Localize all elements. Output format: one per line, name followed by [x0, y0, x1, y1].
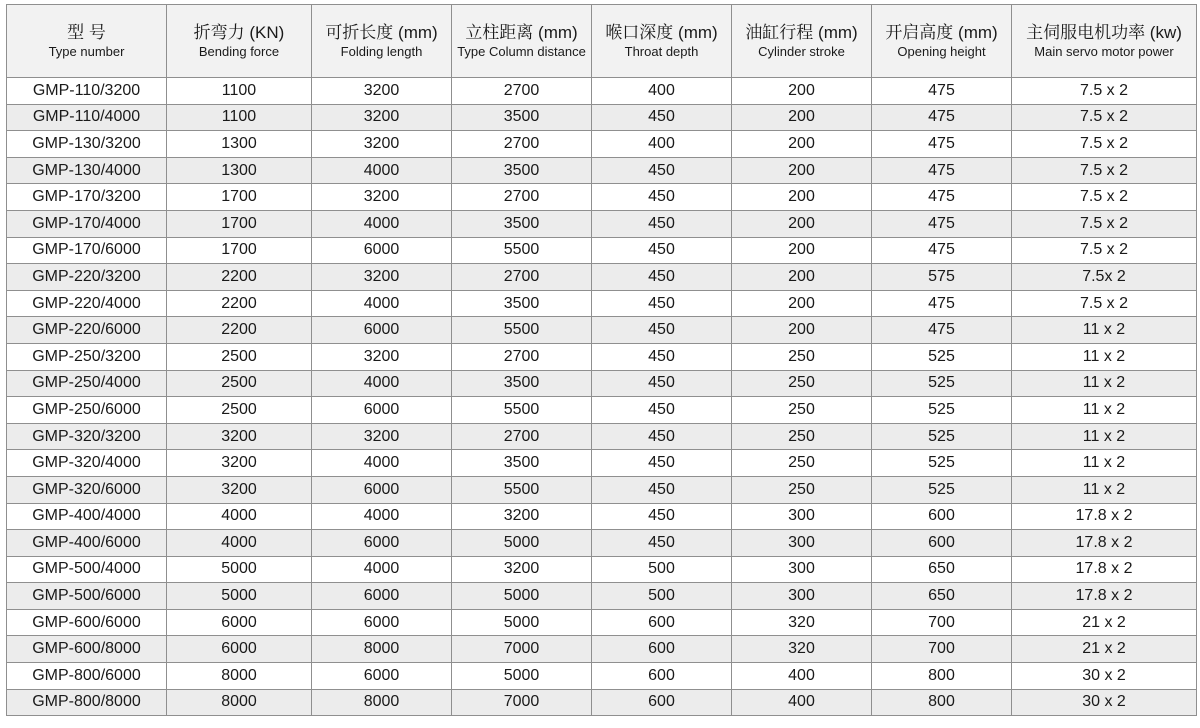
table-cell: 1300 [167, 131, 312, 158]
table-cell: 450 [592, 317, 732, 344]
column-header [732, 5, 872, 78]
table-cell: 5000 [452, 583, 592, 610]
table-cell: 3200 [312, 423, 452, 450]
column-header [872, 5, 1012, 78]
table-cell: 475 [872, 317, 1012, 344]
table-cell: 4000 [312, 450, 452, 477]
table-cell: 11 x 2 [1012, 423, 1197, 450]
table-cell: 5000 [167, 583, 312, 610]
table-cell: 3200 [312, 343, 452, 370]
table-cell: 450 [592, 237, 732, 264]
table-cell: 21 x 2 [1012, 636, 1197, 663]
table-cell: 600 [872, 503, 1012, 530]
model-cell: GMP-130/3200 [7, 131, 167, 158]
table-cell: 8000 [167, 689, 312, 716]
table-cell: 475 [872, 131, 1012, 158]
table-cell: 2700 [452, 264, 592, 291]
table-cell: 3200 [312, 104, 452, 131]
table-cell: 650 [872, 583, 1012, 610]
table-cell: 6000 [167, 636, 312, 663]
table-cell: 2700 [452, 78, 592, 105]
column-header-zh: 可折长度 (mm) [325, 22, 438, 42]
table-row [7, 423, 1197, 450]
table-cell: 200 [732, 264, 872, 291]
table-cell: 3200 [167, 476, 312, 503]
table-cell: 2500 [167, 370, 312, 397]
model-cell: GMP-500/4000 [7, 556, 167, 583]
table-cell: 7000 [452, 636, 592, 663]
model-cell: GMP-110/4000 [7, 104, 167, 131]
table-cell: 250 [732, 397, 872, 424]
table-cell: 6000 [312, 583, 452, 610]
table-row [7, 476, 1197, 503]
table-cell: 500 [592, 556, 732, 583]
table-cell: 2500 [167, 397, 312, 424]
table-cell: 4000 [312, 210, 452, 237]
table-cell: 200 [732, 237, 872, 264]
table-cell: 250 [732, 370, 872, 397]
table-cell: 6000 [312, 609, 452, 636]
column-header-zh: 型 号 [67, 22, 106, 42]
table-cell: 450 [592, 476, 732, 503]
table-row [7, 663, 1197, 690]
table-cell: 525 [872, 343, 1012, 370]
column-header-en: Throat depth [624, 43, 699, 59]
table-cell: 7.5 x 2 [1012, 210, 1197, 237]
table-cell: 4000 [167, 503, 312, 530]
table-cell: 450 [592, 157, 732, 184]
table-cell: 300 [732, 556, 872, 583]
table-cell: 2500 [167, 343, 312, 370]
table-cell: 8000 [167, 663, 312, 690]
table-cell: 450 [592, 530, 732, 557]
table-cell: 6000 [312, 663, 452, 690]
table-cell: 3500 [452, 104, 592, 131]
table-cell: 450 [592, 210, 732, 237]
table-cell: 3200 [312, 131, 452, 158]
table-cell: 1300 [167, 157, 312, 184]
table-cell: 4000 [312, 157, 452, 184]
table-header [7, 5, 1197, 78]
table-cell: 575 [872, 264, 1012, 291]
table-cell: 2700 [452, 343, 592, 370]
table-row [7, 556, 1197, 583]
table-cell: 7.5 x 2 [1012, 290, 1197, 317]
table-cell: 600 [592, 689, 732, 716]
table-row [7, 290, 1197, 317]
table-cell: 450 [592, 290, 732, 317]
model-cell: GMP-600/8000 [7, 636, 167, 663]
table-cell: 2200 [167, 317, 312, 344]
table-cell: 30 x 2 [1012, 663, 1197, 690]
table-cell: 5500 [452, 476, 592, 503]
table-cell: 5000 [452, 663, 592, 690]
table-row [7, 104, 1197, 131]
table-cell: 3200 [452, 556, 592, 583]
table-row [7, 450, 1197, 477]
table-cell: 7.5 x 2 [1012, 157, 1197, 184]
table-cell: 7.5 x 2 [1012, 237, 1197, 264]
table-row [7, 210, 1197, 237]
table-cell: 400 [592, 131, 732, 158]
table-cell: 2700 [452, 423, 592, 450]
table-cell: 200 [732, 290, 872, 317]
model-cell: GMP-320/3200 [7, 423, 167, 450]
table-cell: 17.8 x 2 [1012, 583, 1197, 610]
table-cell: 11 x 2 [1012, 370, 1197, 397]
table-cell: 3200 [167, 450, 312, 477]
header-row [7, 5, 1197, 78]
column-header-zh: 喉口深度 (mm) [605, 22, 718, 42]
table-cell: 8000 [312, 689, 452, 716]
column-header [1012, 5, 1197, 78]
table-cell: 2200 [167, 290, 312, 317]
table-cell: 200 [732, 210, 872, 237]
column-header [167, 5, 312, 78]
model-cell: GMP-500/6000 [7, 583, 167, 610]
table-cell: 3500 [452, 157, 592, 184]
model-cell: GMP-110/3200 [7, 78, 167, 105]
table-row [7, 343, 1197, 370]
column-header-en: Type Column distance [457, 43, 586, 59]
table-cell: 4000 [312, 290, 452, 317]
column-header-en: Main servo motor power [1034, 43, 1174, 59]
table-cell: 3200 [312, 78, 452, 105]
table-cell: 700 [872, 609, 1012, 636]
table-cell: 3500 [452, 450, 592, 477]
table-cell: 200 [732, 157, 872, 184]
table-cell: 30 x 2 [1012, 689, 1197, 716]
table-cell: 6000 [312, 237, 452, 264]
table-row [7, 184, 1197, 211]
table-cell: 5000 [452, 530, 592, 557]
table-cell: 650 [872, 556, 1012, 583]
model-cell: GMP-800/8000 [7, 689, 167, 716]
table-cell: 17.8 x 2 [1012, 530, 1197, 557]
model-cell: GMP-220/6000 [7, 317, 167, 344]
model-cell: GMP-170/4000 [7, 210, 167, 237]
table-cell: 200 [732, 78, 872, 105]
table-cell: 3500 [452, 210, 592, 237]
table-cell: 7.5x 2 [1012, 264, 1197, 291]
column-header [592, 5, 732, 78]
table-cell: 4000 [312, 370, 452, 397]
table-cell: 450 [592, 370, 732, 397]
table-cell: 800 [872, 689, 1012, 716]
table-row [7, 636, 1197, 663]
table-cell: 7.5 x 2 [1012, 184, 1197, 211]
table-cell: 6000 [167, 609, 312, 636]
table-cell: 450 [592, 397, 732, 424]
table-row [7, 583, 1197, 610]
table-cell: 6000 [312, 397, 452, 424]
column-header [7, 5, 167, 78]
table-cell: 700 [872, 636, 1012, 663]
table-cell: 320 [732, 609, 872, 636]
model-cell: GMP-320/4000 [7, 450, 167, 477]
table-cell: 1700 [167, 210, 312, 237]
model-cell: GMP-800/6000 [7, 663, 167, 690]
table-cell: 525 [872, 476, 1012, 503]
table-cell: 11 x 2 [1012, 476, 1197, 503]
table-cell: 7.5 x 2 [1012, 104, 1197, 131]
model-cell: GMP-170/6000 [7, 237, 167, 264]
table-cell: 17.8 x 2 [1012, 556, 1197, 583]
model-cell: GMP-400/4000 [7, 503, 167, 530]
model-cell: GMP-250/4000 [7, 370, 167, 397]
table-cell: 1100 [167, 78, 312, 105]
table-cell: 11 x 2 [1012, 450, 1197, 477]
model-cell: GMP-130/4000 [7, 157, 167, 184]
table-cell: 400 [732, 689, 872, 716]
table-row [7, 609, 1197, 636]
table-cell: 300 [732, 503, 872, 530]
table-cell: 500 [592, 583, 732, 610]
table-cell: 450 [592, 450, 732, 477]
table-row [7, 131, 1197, 158]
table-cell: 525 [872, 423, 1012, 450]
model-cell: GMP-220/4000 [7, 290, 167, 317]
table-cell: 17.8 x 2 [1012, 503, 1197, 530]
model-cell: GMP-220/3200 [7, 264, 167, 291]
table-cell: 475 [872, 210, 1012, 237]
table-cell: 525 [872, 370, 1012, 397]
table-cell: 11 x 2 [1012, 317, 1197, 344]
table-cell: 21 x 2 [1012, 609, 1197, 636]
table-row [7, 78, 1197, 105]
table-cell: 600 [592, 609, 732, 636]
table-cell: 5000 [452, 609, 592, 636]
table-cell: 7.5 x 2 [1012, 78, 1197, 105]
column-header-zh: 立柱距离 (mm) [465, 22, 578, 42]
table-cell: 3200 [312, 264, 452, 291]
table-cell: 250 [732, 423, 872, 450]
table-cell: 525 [872, 397, 1012, 424]
table-cell: 8000 [312, 636, 452, 663]
table-row [7, 397, 1197, 424]
table-cell: 5500 [452, 397, 592, 424]
table-cell: 200 [732, 317, 872, 344]
table-cell: 250 [732, 343, 872, 370]
table-cell: 4000 [312, 503, 452, 530]
table-cell: 1700 [167, 184, 312, 211]
table-cell: 600 [592, 636, 732, 663]
table-cell: 200 [732, 104, 872, 131]
table-cell: 525 [872, 450, 1012, 477]
column-header-zh: 开启高度 (mm) [885, 22, 998, 42]
table-cell: 475 [872, 157, 1012, 184]
table-cell: 2200 [167, 264, 312, 291]
table-cell: 250 [732, 450, 872, 477]
column-header-zh: 主伺服电机功率 (kw) [1026, 22, 1182, 42]
table-row [7, 370, 1197, 397]
model-cell: GMP-250/6000 [7, 397, 167, 424]
table-cell: 450 [592, 264, 732, 291]
model-cell: GMP-250/3200 [7, 343, 167, 370]
table-cell: 2700 [452, 131, 592, 158]
table-cell: 300 [732, 530, 872, 557]
model-cell: GMP-320/6000 [7, 476, 167, 503]
table-row [7, 530, 1197, 557]
table-row [7, 503, 1197, 530]
table-cell: 6000 [312, 317, 452, 344]
table-cell: 300 [732, 583, 872, 610]
spec-table [6, 4, 1197, 716]
table-cell: 450 [592, 423, 732, 450]
table-cell: 3200 [167, 423, 312, 450]
table-row [7, 237, 1197, 264]
table-cell: 5500 [452, 237, 592, 264]
table-cell: 475 [872, 237, 1012, 264]
table-cell: 2700 [452, 184, 592, 211]
table-cell: 5000 [167, 556, 312, 583]
table-cell: 6000 [312, 530, 452, 557]
column-header-en: Bending force [198, 43, 280, 59]
table-cell: 4000 [312, 556, 452, 583]
table-cell: 5500 [452, 317, 592, 344]
table-cell: 475 [872, 290, 1012, 317]
table-cell: 3200 [312, 184, 452, 211]
table-cell: 4000 [167, 530, 312, 557]
model-cell: GMP-400/6000 [7, 530, 167, 557]
column-header-en: Opening height [897, 43, 986, 59]
column-header-en: Folding length [340, 43, 423, 59]
column-header-zh: 折弯力 (KN) [193, 22, 285, 42]
table-row [7, 689, 1197, 716]
table-body [7, 78, 1197, 716]
table-cell: 475 [872, 78, 1012, 105]
column-header-zh: 油缸行程 (mm) [745, 22, 858, 42]
table-cell: 250 [732, 476, 872, 503]
column-header-en: Cylinder stroke [758, 43, 845, 59]
table-cell: 3500 [452, 370, 592, 397]
table-cell: 475 [872, 184, 1012, 211]
table-cell: 11 x 2 [1012, 397, 1197, 424]
model-cell: GMP-170/3200 [7, 184, 167, 211]
table-cell: 7000 [452, 689, 592, 716]
table-cell: 400 [732, 663, 872, 690]
table-cell: 450 [592, 104, 732, 131]
table-cell: 450 [592, 184, 732, 211]
table-cell: 1100 [167, 104, 312, 131]
table-cell: 400 [592, 78, 732, 105]
table-cell: 11 x 2 [1012, 343, 1197, 370]
table-cell: 1700 [167, 237, 312, 264]
table-row [7, 317, 1197, 344]
table-cell: 3200 [452, 503, 592, 530]
table-cell: 3500 [452, 290, 592, 317]
column-header [312, 5, 452, 78]
table-cell: 7.5 x 2 [1012, 131, 1197, 158]
model-cell: GMP-600/6000 [7, 609, 167, 636]
table-cell: 450 [592, 343, 732, 370]
table-cell: 600 [592, 663, 732, 690]
table-cell: 800 [872, 663, 1012, 690]
table-cell: 200 [732, 131, 872, 158]
table-cell: 200 [732, 184, 872, 211]
table-cell: 475 [872, 104, 1012, 131]
table-row [7, 264, 1197, 291]
table-cell: 6000 [312, 476, 452, 503]
table-row [7, 157, 1197, 184]
table-cell: 600 [872, 530, 1012, 557]
table-cell: 320 [732, 636, 872, 663]
table-cell: 450 [592, 503, 732, 530]
column-header-en: Type number [48, 43, 125, 59]
column-header [452, 5, 592, 78]
